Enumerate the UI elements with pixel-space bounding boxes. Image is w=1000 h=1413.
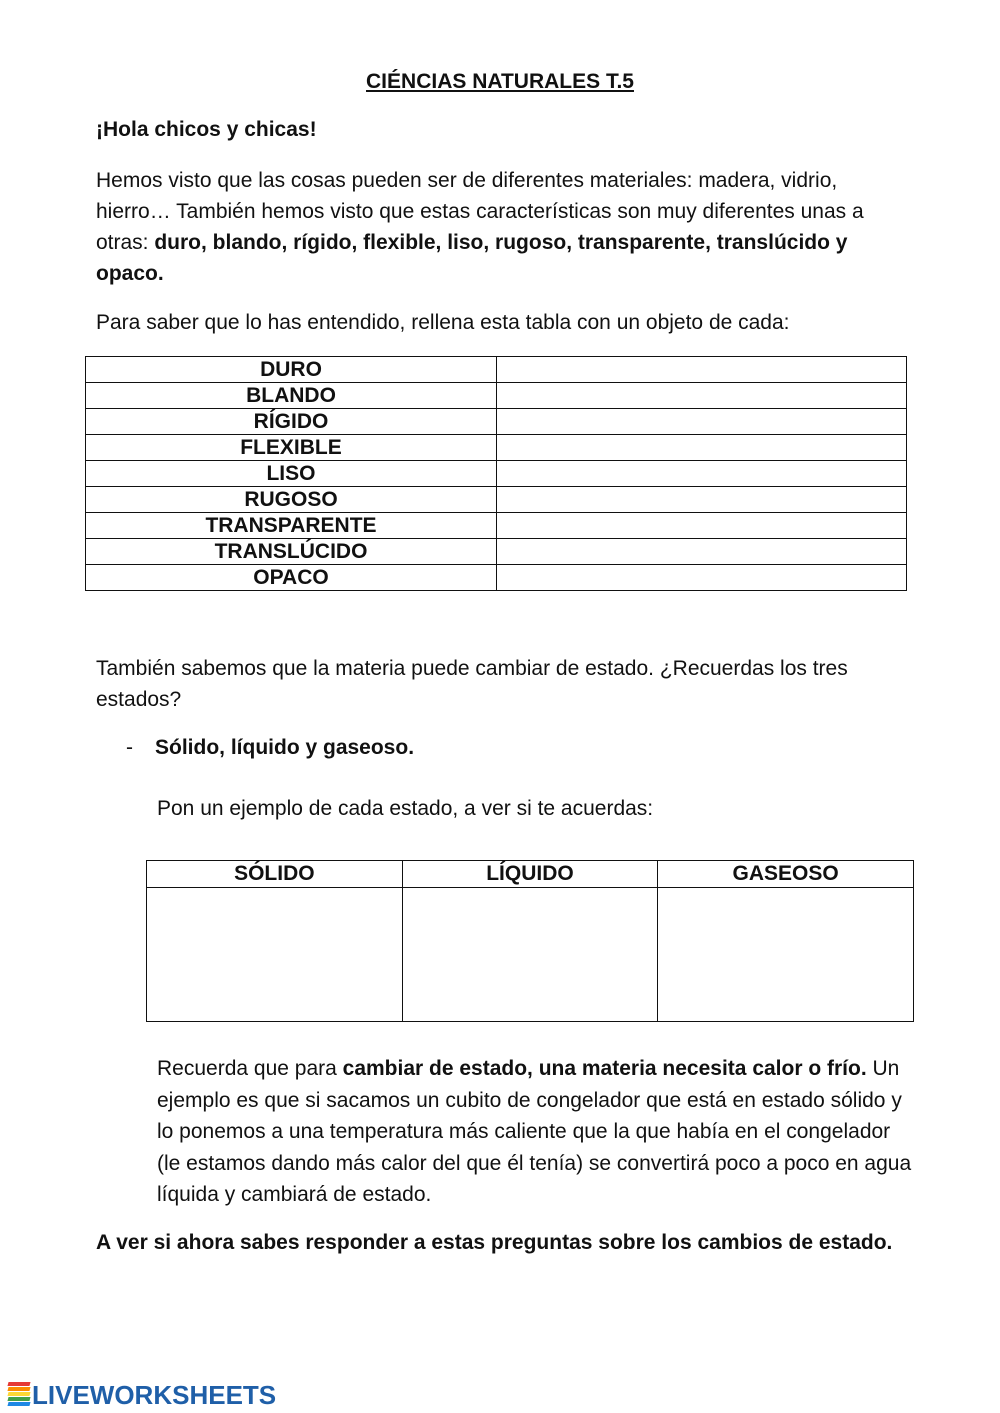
property-label: DURO <box>86 357 497 383</box>
property-answer-cell[interactable] <box>497 487 907 513</box>
logo-text: LIVEWORKSHEETS <box>32 1379 277 1410</box>
property-row <box>86 565 907 591</box>
worksheet-title: CIÉNCIAS NATURALES T.5 <box>366 70 634 93</box>
logo-stripe <box>7 1387 30 1391</box>
header-gaseoso: GASEOSO <box>658 861 914 888</box>
states-intro: También sabemos que la materia puede cambiar de estado. ¿Recuerdas los tres estados? <box>96 657 848 711</box>
property-label: LISO <box>86 461 497 487</box>
intro-paragraph <box>96 165 916 289</box>
property-answer-cell[interactable] <box>497 513 907 539</box>
property-label: TRANSLÚCIDO <box>86 539 497 565</box>
states-answer-row <box>147 888 914 1022</box>
property-row <box>86 487 907 513</box>
logo-stripe <box>7 1397 30 1401</box>
property-row <box>86 409 907 435</box>
header-solido: SÓLIDO <box>147 861 403 888</box>
property-label: RÍGIDO <box>86 409 497 435</box>
property-answer-cell[interactable] <box>497 539 907 565</box>
property-row <box>86 357 907 383</box>
states-list: Sólido, líquido y gaseoso. <box>155 736 415 759</box>
logo-stripe <box>7 1382 30 1386</box>
reminder-paragraph <box>157 1053 917 1211</box>
property-answer-cell[interactable] <box>497 435 907 461</box>
property-row <box>86 513 907 539</box>
greeting: ¡Hola chicos y chicas! <box>96 118 317 141</box>
states-instruction: Pon un ejemplo de cada estado, a ver si te acuerdas: <box>157 797 654 820</box>
reminder-bold: cambiar de estado, una materia necesita calor o frío. <box>342 1057 867 1080</box>
property-answer-cell[interactable] <box>497 565 907 591</box>
reminder-text-end: Un ejemplo es que si sacamos un cubito de congelador que está en estado sólido y lo ponemos a una temperatura más caliente que la que había en el congelador (le estamos dando más calor del que él tenía) se convertirá poco a poco en agua líquida y cambiará de estado. <box>157 1057 912 1206</box>
property-answer-cell[interactable] <box>497 383 907 409</box>
logo-stripe <box>7 1392 30 1396</box>
property-label: OPACO <box>86 565 497 591</box>
header-liquido: LÍQUIDO <box>402 861 658 888</box>
property-answer-cell[interactable] <box>497 409 907 435</box>
bullet-dash: - <box>126 736 133 759</box>
property-label: TRANSPARENTE <box>86 513 497 539</box>
property-answer-cell[interactable] <box>497 357 907 383</box>
logo-stripes-icon <box>8 1382 30 1408</box>
answer-cell-solido[interactable] <box>147 888 403 1022</box>
states-table <box>146 860 914 1022</box>
final-question: A ver si ahora sabes responder a estas preguntas sobre los cambios de estado. <box>96 1231 893 1254</box>
states-header-row <box>147 861 914 888</box>
answer-cell-gaseoso[interactable] <box>658 888 914 1022</box>
property-row <box>86 461 907 487</box>
intro-bold-terms: duro, blando, rígido, flexible, liso, rugoso, transparente, translúcido y opaco. <box>96 231 848 285</box>
property-answer-cell[interactable] <box>497 461 907 487</box>
property-label: RUGOSO <box>86 487 497 513</box>
reminder-text-start: Recuerda que para <box>157 1057 343 1080</box>
answer-cell-liquido[interactable] <box>402 888 658 1022</box>
property-row <box>86 435 907 461</box>
logo-stripe <box>7 1402 30 1406</box>
properties-table <box>85 356 907 591</box>
property-row <box>86 383 907 409</box>
property-label: BLANDO <box>86 383 497 409</box>
liveworksheets-logo <box>8 1379 276 1411</box>
property-label: FLEXIBLE <box>86 435 497 461</box>
table-instruction: Para saber que lo has entendido, rellena esta tabla con un objeto de cada: <box>96 311 790 334</box>
property-row <box>86 539 907 565</box>
intro-text: Hemos visto que las cosas pueden ser de diferentes materiales: madera, vidrio, hierro… También hemos visto que estas características son muy diferentes unas a otras: <box>96 169 864 254</box>
